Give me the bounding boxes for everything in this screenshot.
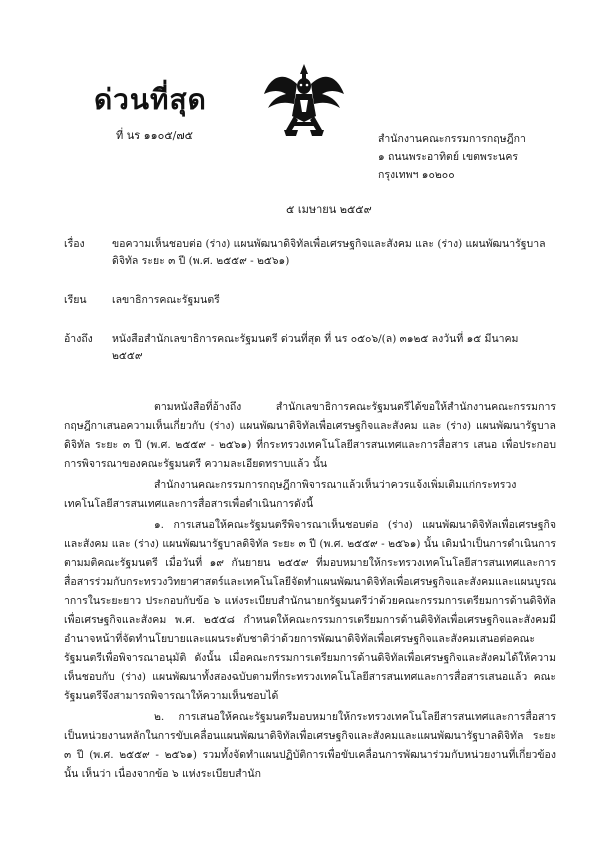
urgency-stamp: ด่วนที่สุด [94,83,207,116]
agency-address [378,130,526,184]
subject-text: ขอความเห็นชอบต่อ (ร่าง) แผนพัฒนาดิจิทัลเพื่อเศรษฐกิจและสังคม และ (ร่าง) แผนพัฒนารัฐบาลดิจิทัล ระยะ ๓ ปี (พ.ศ. ๒๕๕๙ - ๒๕๖๑) [112,238,546,267]
document-number: ที่ นร ๑๑๐๕/๗๕ [116,129,193,142]
document-date: ๕ เมษายน ๒๕๕๙ [286,203,372,216]
subject-label: เรื่อง [64,238,85,250]
body-paragraph: ๑. การเสนอให้คณะรัฐมนตรีพิจารณาเห็นชอบต่อ (ร่าง) แผนพัฒนาดิจิทัลเพื่อเศรษฐกิจและสังคม และ (ร่าง) แผนพัฒนารัฐบาลดิจิทัล ระยะ ๓ ปี (พ.ศ. ๒๕๕๙ - ๒๕๖๑) นั้น เดิมนำเป็นการดำเนินการตามมติคณะรัฐมนตรี เมื่อวันที่ ๑๙ กันยายน ๒๕๕๙ ที่มอบหมายให้กระทรวงเทคโนโลยีสารสนเทศและการสื่อสารร่วมกับกระทรวงวิทยาศาสตร์และเทคโนโลยีจัดทำแผนพัฒนาดิจิทัลเพื่อเศรษฐกิจและสังคมและแผนบูรณาการในระยะยาว ประกอบกับข้อ ๖ แห่งระเบียบสำนักนายกรัฐมนตรีว่าด้วยคณะกรรมการเตรียมการด้านดิจิทัลเพื่อเศรษฐกิจและสังคม พ.ศ. ๒๕๕๘ กำหนดให้คณะกรรมการเตรียมการด้านดิจิทัลเพื่อเศรษฐกิจและสังคมมีอำนาจหน้าที่จัดทำนโยบายและแผนระดับชาติว่าด้วยการพัฒนาดิจิทัลเพื่อเศรษฐกิจและสังคมเสนอต่อคณะรัฐมนตรีเพื่อพิจารณาอนุมัติ ดังนั้น เมื่อคณะกรรมการเตรียมการด้านดิจิทัลเพื่อเศรษฐกิจและสังคมได้ให้ความเห็นชอบกับ (ร่าง) แผนพัฒนาทั้งสองฉบับตามที่กระทรวงเทคโนโลยีสารสนเทศและการสื่อสารเสนอแล้ว คณะรัฐมนตรีจึงสามารถพิจารณาให้ความเห็นชอบได้ [64,519,557,702]
agency-city: กรุงเทพฯ ๑๐๒๐๐ [378,169,455,181]
body-paragraph: ตามหนังสือที่อ้างถึง สำนักเลขาธิการคณะรัฐมนตรีได้ขอให้สำนักงานคณะกรรมการกฤษฎีกาเสนอความเห็นเกี่ยวกับ (ร่าง) แผนพัฒนาดิจิทัลเพื่อเศรษฐกิจและสังคม และ (ร่าง) แผนพัฒนารัฐบาลดิจิทัล ระยะ ๓ ปี (พ.ศ. ๒๕๕๙ - ๒๕๖๑) ที่กระทรวงเทคโนโลยีสารสนเทศและการสื่อสาร เสนอ เพื่อประกอบการพิจารณาของคณะรัฐมนตรี ความละเอียดทราบแล้ว นั้น [64,401,556,470]
addressee-label: เรียน [64,294,87,306]
reference-label: อ้างถึง [64,333,93,345]
reference-text: หนังสือสำนักเลขาธิการคณะรัฐมนตรี ด่วนที่สุด ที่ นร ๐๕๐๖/(ล) ๓๑๒๕ ลงวันที่ ๑๕ มีนาคม ๒๕๕๙ [112,333,519,362]
letter-body [64,398,556,786]
body-paragraph: สำนักงานคณะกรรมการกฤษฎีกาพิจารณาแล้วเห็นว่าควรแจ้งเพิ่มเติมแก่กระทรวงเทคโนโลยีสารสนเทศและการสื่อสารเพื่อดำเนินการดังนี้ [64,479,517,510]
addressee-text: เลขาธิการคณะรัฐมนตรี [112,294,220,306]
body-paragraph: ๒. การเสนอให้คณะรัฐมนตรีมอบหมายให้กระทรวงเทคโนโลยีสารสนเทศและการสื่อสารเป็นหน่วยงานหลักในการขับเคลื่อนแผนพัฒนาดิจิทัลเพื่อเศรษฐกิจและสังคมและแผนพัฒนารัฐบาลดิจิทัล ระยะ ๓ ปี (พ.ศ. ๒๕๕๙ - ๒๕๖๑) รวมทั้งจัดทำแผนปฏิบัติการเพื่อขับเคลื่อนการพัฒนาร่วมกับหน่วยงานที่เกี่ยวข้อง นั้น เห็นว่า เนื่องจากข้อ ๖ แห่งระเบียบสำนัก [64,711,556,780]
agency-street: ๑ ถนนพระอาทิตย์ เขตพระนคร [378,151,518,163]
garuda-emblem-icon [262,60,346,140]
agency-name: สำนักงานคณะกรรมการกฤษฎีกา [378,133,526,145]
